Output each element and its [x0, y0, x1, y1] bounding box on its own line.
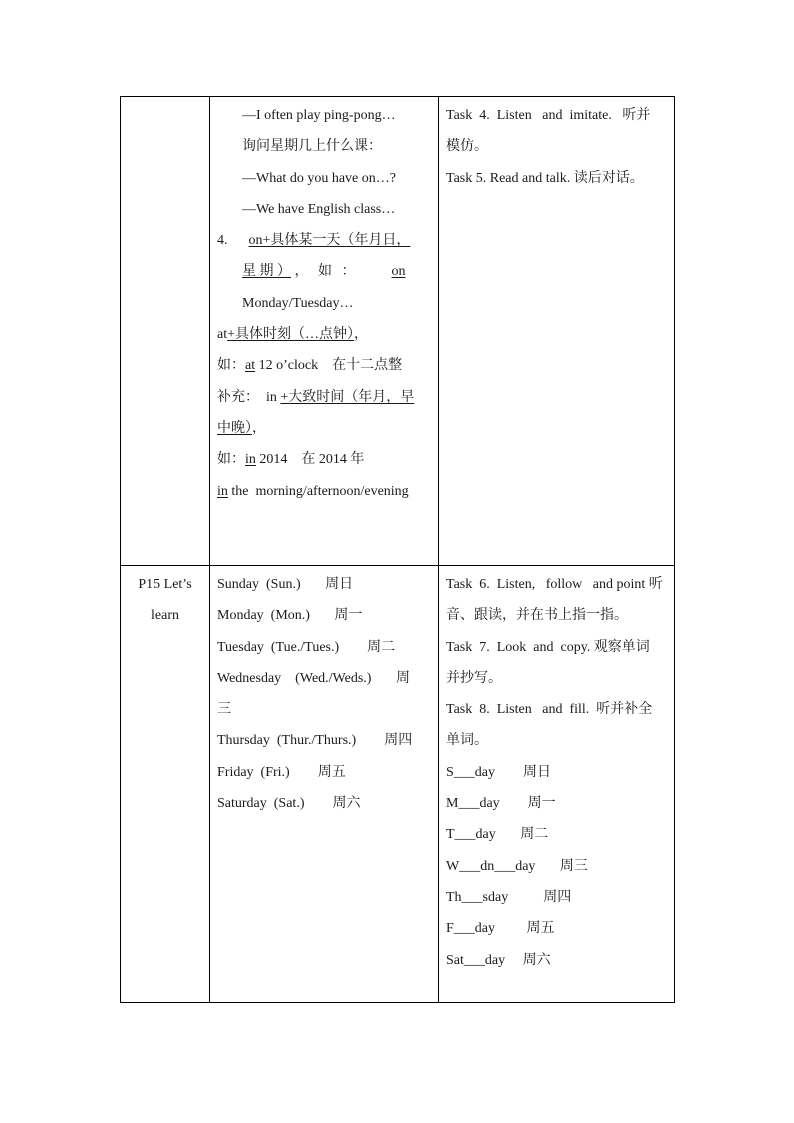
section-label [121, 566, 209, 632]
task-line: 并抄写。 [446, 670, 502, 686]
task-line: Task 5. Read and talk. 读后对话。 [446, 170, 644, 186]
underlined-text: on [391, 264, 406, 280]
underlined-text: +具体时刻（…点钟） [227, 327, 355, 343]
vocab-line: Sunday (Sun.) 周日 [217, 577, 354, 592]
vocab-line: Saturday (Sat.) 周六 [217, 796, 361, 812]
note-text: 如： [217, 358, 245, 374]
fill-blank-line: S___day 周日 [446, 764, 551, 780]
fill-blank-line: F___day 周五 [446, 921, 555, 937]
underlined-text: at [245, 358, 256, 374]
underlined-text: in [217, 483, 228, 499]
task-line: Task 6. Listen, follow and point 听 [446, 577, 663, 592]
note-line [217, 444, 431, 475]
fill-blank-line: M___day 周一 [446, 796, 556, 812]
section-label-cell [121, 566, 210, 1003]
fill-blank-line: Th___sday 周四 [446, 889, 572, 905]
task-cell [439, 566, 675, 1003]
lesson-plan-table [120, 96, 675, 1003]
note-text: 如： [217, 452, 245, 468]
note-line [217, 476, 431, 507]
table-row [121, 566, 675, 1003]
underlined-text: +大致时间（年月，早 [280, 389, 415, 405]
note-text: ， 如 ： [294, 264, 359, 280]
note-line: Monday/Tuesday… [242, 295, 354, 311]
vocab-line: Wednesday (Wed./Weds.) 周 [217, 670, 410, 686]
note-line [217, 350, 431, 381]
vocabulary-cell [210, 566, 439, 1003]
vocab-line: Tuesday (Tue./Tues.) 周二 [217, 639, 396, 655]
note-line: 询问星期几上什么课： [242, 139, 382, 155]
task-line: 音、跟读，并在书上指一指。 [446, 608, 628, 624]
task-line: Task 8. Listen and fill. 听并补全 [446, 702, 653, 718]
task-line: Task 4. Listen and imitate. 听并 [446, 108, 651, 123]
note-text: 2014 在 2014 年 [255, 452, 365, 468]
note-line [217, 413, 431, 444]
note-line: —We have English class… [242, 201, 396, 217]
task-line: Task 7. Look and copy. 观察单词 [446, 639, 650, 655]
note-line [217, 256, 431, 287]
vocab-line: Monday (Mon.) 周一 [217, 608, 363, 624]
note-text: ， [354, 327, 369, 343]
note-text: ， [252, 420, 266, 436]
note-text: 12 o’clock 在十二点整 [255, 358, 403, 374]
section-label-cell [121, 97, 210, 566]
note-line [217, 382, 431, 413]
note-line: —I often play ping-pong… [242, 108, 396, 123]
vocab-line: 三 [217, 702, 231, 718]
note-line [217, 319, 431, 350]
note-line [217, 225, 431, 256]
task-line: 模仿。 [446, 139, 488, 155]
vocab-line: Friday (Fri.) 周五 [217, 764, 346, 780]
section-label-line: P15 Let’s [138, 577, 192, 592]
task-line: 单词。 [446, 733, 488, 749]
fill-blank-line: Sat___day 周六 [446, 952, 551, 968]
vocab-line: Thursday (Thur./Thurs.) 周四 [217, 733, 413, 749]
section-label [121, 97, 209, 100]
underlined-text: 中晚） [217, 420, 252, 436]
note-text: 补充： in [217, 389, 281, 405]
language-notes-cell [210, 97, 439, 566]
underlined-text: 星 期 ） [242, 264, 291, 280]
task-cell [439, 97, 675, 566]
fill-blank-line: W___dn___day 周三 [446, 858, 588, 874]
underlined-text: in [245, 452, 256, 468]
note-line: —What do you have on…? [242, 170, 396, 186]
note-text: the morning/afternoon/evening [227, 483, 409, 499]
section-label-line: learn [151, 608, 179, 624]
fill-blank-line: T___day 周二 [446, 827, 549, 843]
underlined-text: on+具体某一天（年月日， [248, 233, 411, 249]
note-text: at [217, 327, 228, 343]
table-row [121, 97, 675, 566]
item-number: 4. [217, 233, 228, 249]
